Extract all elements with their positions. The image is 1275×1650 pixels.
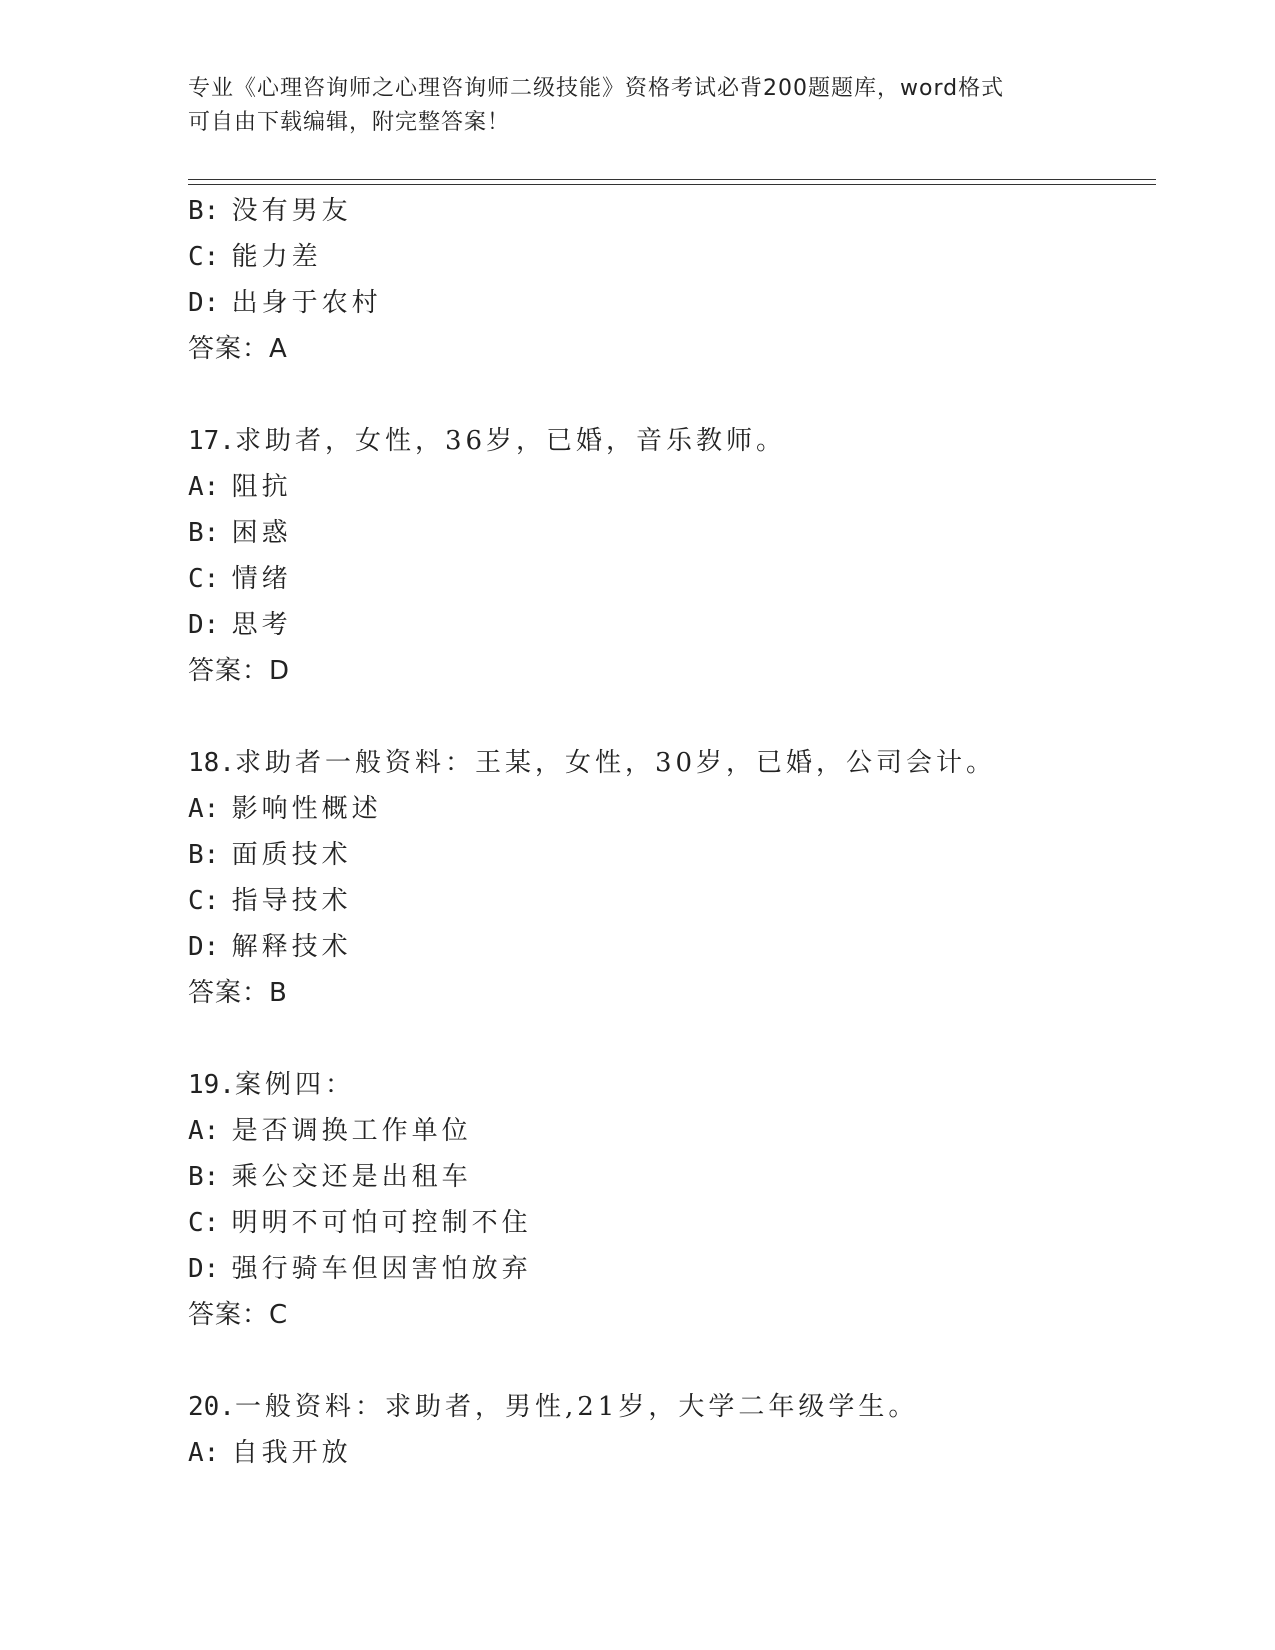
spacer	[188, 1016, 1148, 1062]
option-line	[188, 280, 1148, 326]
spacer	[188, 694, 1148, 740]
header-title-line-1: 专业《心理咨询师之心理咨询师二级技能》资格考试必背200题题库，word格式	[188, 76, 1005, 101]
option-line	[188, 188, 1148, 234]
question-number: 20.	[188, 1392, 235, 1422]
option-line	[188, 878, 1148, 924]
header-divider-top	[188, 179, 1156, 180]
question-block-19	[188, 1062, 1148, 1338]
option-line	[188, 1200, 1148, 1246]
spacer	[188, 372, 1148, 418]
option-text: 阻抗	[231, 472, 292, 502]
option-label: C:	[188, 886, 220, 916]
option-label: A:	[188, 472, 220, 502]
option-label: B:	[188, 196, 220, 226]
question-block-18	[188, 740, 1148, 1016]
question-block-17	[188, 418, 1148, 694]
option-label: C:	[188, 1208, 220, 1238]
question-text: 求助者，女性，36岁，已婚，音乐教师。	[234, 426, 787, 456]
option-text: 强行骑车但因害怕放弃	[231, 1254, 532, 1284]
option-text: 影响性概述	[231, 794, 382, 824]
question-block-20	[188, 1384, 1148, 1476]
question-number: 18.	[188, 748, 235, 778]
option-label: C:	[188, 242, 220, 272]
option-line	[188, 602, 1148, 648]
question-number: 17.	[188, 426, 235, 456]
option-text: 情绪	[231, 564, 292, 594]
option-line	[188, 510, 1148, 556]
option-text: 没有男友	[231, 196, 352, 226]
option-label: D:	[188, 610, 220, 640]
question-text: 求助者一般资料：王某，女性，30岁，已婚，公司会计。	[234, 748, 997, 778]
option-text: 自我开放	[231, 1438, 352, 1468]
question-block-16	[188, 188, 1148, 372]
option-text: 明明不可怕可控制不住	[231, 1208, 532, 1238]
option-label: B:	[188, 518, 220, 548]
question-text: 一般资料：求助者，男性,21岁，大学二年级学生。	[234, 1392, 919, 1422]
option-text: 解释技术	[231, 932, 352, 962]
option-text: 能力差	[231, 242, 322, 272]
answer-line: 答案：C	[188, 1300, 289, 1330]
question-number: 19.	[188, 1070, 235, 1100]
option-label: B:	[188, 1162, 220, 1192]
option-label: A:	[188, 794, 220, 824]
option-line	[188, 1154, 1148, 1200]
spacer	[188, 1338, 1148, 1384]
answer-line: 答案：D	[188, 656, 291, 686]
answer-line: 答案：A	[188, 334, 288, 364]
option-label: B:	[188, 840, 220, 870]
document-header	[188, 72, 1088, 140]
option-line	[188, 832, 1148, 878]
option-line	[188, 786, 1148, 832]
header-title-line-2: 可自由下载编辑，附完整答案！	[188, 110, 511, 135]
question-text: 案例四：	[234, 1070, 355, 1100]
option-line	[188, 1246, 1148, 1292]
option-text: 指导技术	[231, 886, 352, 916]
option-line	[188, 1108, 1148, 1154]
option-label: D:	[188, 932, 220, 962]
option-label: C:	[188, 564, 220, 594]
header-divider-bottom	[188, 184, 1156, 185]
option-line	[188, 556, 1148, 602]
question-stem	[188, 740, 1148, 786]
question-stem	[188, 418, 1148, 464]
question-stem	[188, 1062, 1148, 1108]
option-line	[188, 234, 1148, 280]
option-text: 乘公交还是出租车	[231, 1162, 472, 1192]
option-text: 面质技术	[231, 840, 352, 870]
option-label: D:	[188, 288, 220, 318]
option-line	[188, 464, 1148, 510]
option-label: A:	[188, 1116, 220, 1146]
option-line	[188, 1430, 1148, 1476]
option-text: 思考	[231, 610, 292, 640]
option-text: 困惑	[231, 518, 292, 548]
option-text: 是否调换工作单位	[231, 1116, 472, 1146]
answer-line: 答案：B	[188, 978, 288, 1008]
option-text: 出身于农村	[231, 288, 382, 318]
question-list	[188, 188, 1148, 1476]
option-label: A:	[188, 1438, 220, 1468]
option-label: D:	[188, 1254, 220, 1284]
question-stem	[188, 1384, 1148, 1430]
option-line	[188, 924, 1148, 970]
